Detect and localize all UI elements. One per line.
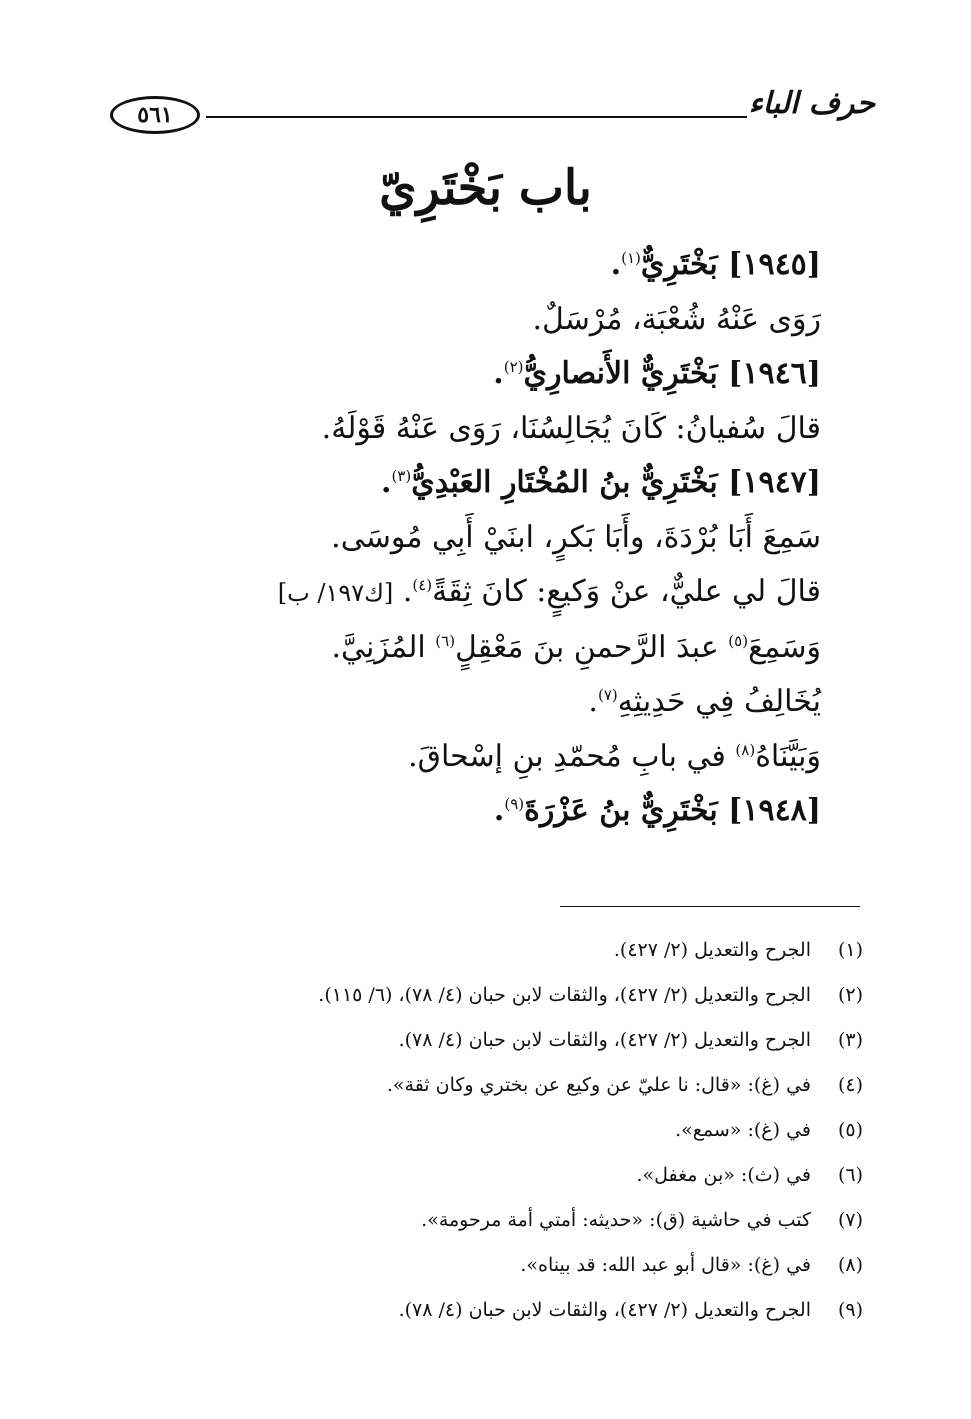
- footnote-number: (٥): [837, 1119, 863, 1141]
- entry-name: بَخْتَرِيٌّ بنُ المُخْتَارِ العَبْدِيُّ: [411, 465, 718, 500]
- footnote-item: [103, 1153, 863, 1198]
- running-header: [110, 86, 875, 146]
- header-rule: [206, 116, 747, 118]
- footnote-item: [103, 1018, 863, 1063]
- manuscript-ref: [ك١٩٧/ ب]: [277, 579, 394, 607]
- footnote-text: الجرح والتعديل (٢/ ٤٢٧)، والثقات لابن حبان (٤/ ٧٨).: [398, 1299, 811, 1321]
- footnote-item: [103, 1198, 863, 1243]
- chapter-title: باب بَخْتَرِيّ: [379, 160, 592, 216]
- footnote-text: في (غ): «قال أبو عبد الله: قد بيناه».: [520, 1254, 811, 1276]
- footnote-marker: (١): [621, 249, 641, 267]
- entry-name: بَخْتَرِيٌّ الأَنصارِيُّ: [523, 356, 718, 391]
- footnote-marker: (٩): [504, 795, 525, 813]
- text-fragment: في بابِ مُحمّدِ بنِ إسْحاقَ.: [408, 738, 726, 774]
- main-text: [161, 238, 821, 839]
- entry-name: بَخْتَرِيٌّ بنُ عَزْرَةَ: [524, 793, 718, 828]
- entry-number: [١٩٤٨]: [728, 793, 821, 828]
- footnotes: [103, 928, 863, 1333]
- text-line: قالَ سُفيانُ: كَانَ يُجَالِسُنَا، رَوَى عَنْهُ قَوْلَهُ.: [321, 410, 821, 446]
- text-fragment: يُخَالِفُ فِي حَدِيثِهِ: [617, 684, 821, 719]
- footnote-item: [103, 1288, 863, 1333]
- text-line: قالَ لي عليٌّ، عنْ وَكيعٍ: كانَ ثِقَةً$^{(٤)}$. [ك١٩٧/ ب]: [277, 574, 821, 609]
- text-fragment: قالَ لي عليٌّ، عنْ وَكيعٍ: كانَ ثِقَةً: [432, 574, 821, 609]
- text-fragment: وَبَيَّنَاهُ: [755, 738, 821, 774]
- entry-number: [١٩٤٧]: [728, 465, 821, 500]
- footnote-rule: [560, 906, 860, 907]
- footnote-item: [103, 928, 863, 973]
- footnote-marker: (٦): [435, 631, 456, 650]
- footnote-item: [103, 1108, 863, 1153]
- footnote-number: (٩): [837, 1299, 863, 1321]
- entry-1946: [١٩٤٦] بَخْتَرِيٌّ الأَنصارِيُّ$^{(٢)}$.: [493, 356, 821, 391]
- footnote-marker: (٤): [412, 576, 433, 594]
- footnote-text: الجرح والتعديل (٢/ ٤٢٧).: [613, 939, 811, 961]
- page-number-badge: [110, 96, 200, 134]
- footnote-marker: (٥): [728, 631, 749, 650]
- footnote-number: (٢): [837, 984, 863, 1006]
- text-line: [161, 621, 821, 676]
- footnote-number: (٤): [837, 1074, 863, 1096]
- entry-name: بَخْتَرِيٌّ: [640, 247, 718, 282]
- text-fragment: عبدَ الرَّحمنِ بنَ مَعْقِلٍ: [455, 629, 719, 665]
- page-number: ٥٦١: [137, 102, 173, 128]
- footnote-number: (٦): [837, 1164, 863, 1186]
- footnote-text: في (ث): «بن مغفل».: [636, 1164, 811, 1186]
- footnote-number: (٣): [837, 1029, 863, 1051]
- text-fragment: المُزَنِيَّ.: [331, 629, 426, 665]
- footnote-text: كتب في حاشية (ق): «حديثه: أمتي أمة مرحومة».: [421, 1209, 811, 1231]
- entry-number: [١٩٤٥]: [728, 247, 821, 282]
- footnote-text: في (غ): «قال: نا عليّ عن وكيع عن بختري وكان ثقة».: [386, 1074, 811, 1096]
- footnote-marker: (٢): [503, 358, 524, 376]
- footnote-item: [103, 1063, 863, 1108]
- footnote-item: [103, 973, 863, 1018]
- footnote-marker: (٧): [597, 686, 618, 704]
- entry-1947: [١٩٤٧] بَخْتَرِيٌّ بنُ المُخْتَارِ العَبْدِيُّ$^{(٣)}$.: [381, 465, 821, 500]
- footnote-marker: (٨): [735, 740, 756, 759]
- footnote-text: الجرح والتعديل (٢/ ٤٢٧)، والثقات لابن حبان (٤/ ٧٨).: [398, 1029, 811, 1051]
- footnote-number: (٧): [837, 1209, 863, 1231]
- footnote-marker: (٣): [391, 467, 412, 485]
- text-line: سَمِعَ أَبَا بُرْدَةَ، وأَبَا بَكرٍ، ابنَيْ أَبِي مُوسَى.: [331, 519, 821, 555]
- footnote-text: في (غ): «سمع».: [675, 1119, 811, 1141]
- footnote-number: (٨): [837, 1254, 863, 1276]
- text-line: يُخَالِفُ فِي حَدِيثِهِ$^{(٧)}$.: [588, 684, 821, 719]
- footnote-text: الجرح والتعديل (٢/ ٤٢٧)، والثقات لابن حبان (٤/ ٧٨)، (٦/ ١١٥).: [318, 984, 811, 1006]
- entry-number: [١٩٤٦]: [728, 356, 821, 391]
- text-line: رَوَى عَنْهُ شُعْبَة، مُرْسَلٌ.: [532, 301, 821, 337]
- running-title: حرف الباء: [748, 86, 875, 121]
- entry-1948: [١٩٤٨] بَخْتَرِيٌّ بنُ عَزْرَةَ$^{(٩)}$.: [493, 793, 821, 828]
- footnote-item: [103, 1243, 863, 1288]
- footnote-number: (١): [837, 939, 863, 961]
- text-line: [161, 730, 821, 785]
- entry-1945: [١٩٤٥] بَخْتَرِيٌّ$^{(١)}$.: [610, 247, 821, 282]
- text-fragment: وَسَمِعَ: [748, 629, 821, 665]
